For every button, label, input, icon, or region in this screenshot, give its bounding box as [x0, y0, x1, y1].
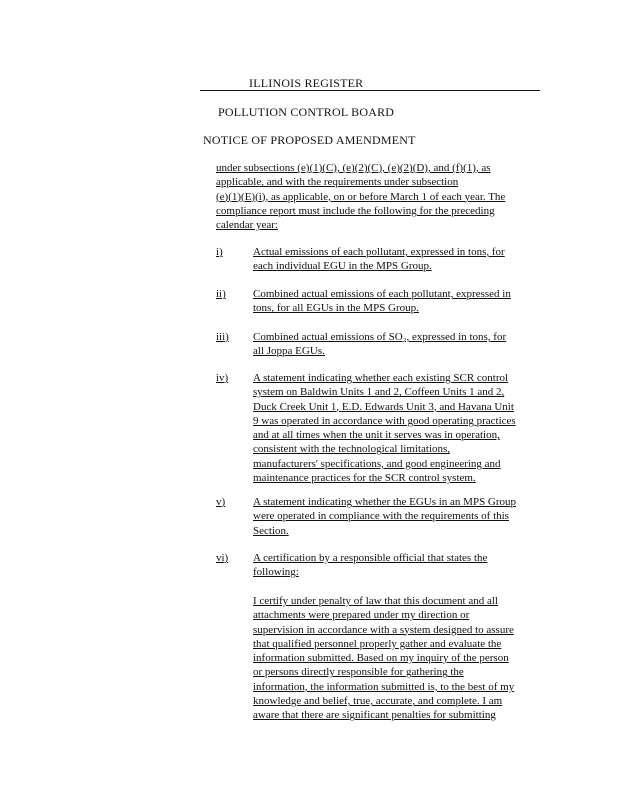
- item-line: Combined actual emissions of SO₂, expressed in tons, for: [253, 331, 507, 343]
- cert-line: supervision in accordance with a system designed to assure: [253, 623, 514, 636]
- item-line: Combined actual emissions of each pollutant, expressed in: [253, 288, 511, 300]
- cert-line: I certify under penalty of law that this document and all: [253, 595, 498, 607]
- cert-line: aware that there are significant penalties for submitting: [253, 709, 496, 722]
- item-line: consistent with the technological limitations,: [253, 443, 451, 456]
- item-line: tons, for all EGUs in the MPS Group.: [253, 302, 419, 315]
- cert-line: attachments were prepared under my direction or: [253, 609, 470, 622]
- item-line: system on Baldwin Units 1 and 2, Coffeen Units 1 and 2,: [253, 386, 505, 399]
- item-text: [253, 287, 511, 316]
- intro-line: under subsections (e)(1)(C), (e)(2)(C), (e)(2)(D), and (f)(1), as: [216, 162, 491, 174]
- item-number: iii): [216, 331, 229, 343]
- item-line: A statement indicating whether each existing SCR control: [253, 372, 509, 384]
- item-line: manufacturers' specifications, and good engineering and: [253, 457, 501, 470]
- intro-line: applicable, and with the requirements under subsection: [216, 176, 459, 189]
- item-text: [253, 551, 487, 580]
- item-line: following:: [253, 566, 299, 579]
- intro-line: calendar year:: [216, 219, 278, 232]
- item-text: [253, 330, 506, 359]
- item-line: A statement indicating whether the EGUs in an MPS Group: [253, 496, 517, 508]
- item-line: all Joppa EGUs.: [253, 345, 325, 358]
- item-line: Duck Creek Unit 1, E.D. Edwards Unit 3, and Havana Unit: [253, 400, 514, 413]
- item-number: iv): [216, 372, 229, 384]
- item-number: ii): [216, 288, 226, 300]
- intro-line: compliance report must include the following for the preceding: [216, 204, 495, 217]
- item-text: [253, 371, 516, 485]
- item-line: Section.: [253, 524, 289, 537]
- cert-line: or persons directly responsible for gathering the: [253, 666, 464, 679]
- item-number: i): [216, 246, 223, 258]
- cert-line: information submitted. Based on my inquiry of the person: [253, 652, 509, 665]
- register-title: ILLINOIS REGISTER: [249, 76, 364, 90]
- cert-line: knowledge and belief, true, accurate, and complete. I am: [253, 695, 503, 708]
- item-line: 9 was operated in accordance with good operating practices: [253, 414, 516, 427]
- item-number: vi): [216, 552, 229, 564]
- intro-line: (e)(1)(E)(i), as applicable, on or before March 1 of each year. The: [216, 190, 506, 203]
- item-line: and at all times when the unit it serves was in operation,: [253, 429, 500, 442]
- item-line: maintenance practices for the SCR control system.: [253, 472, 476, 485]
- item-number: v): [216, 496, 226, 508]
- item-text: [253, 245, 505, 274]
- header-rule: [200, 90, 540, 91]
- cert-line: that qualified personnel properly gather and evaluate the: [253, 637, 502, 650]
- notice-title: NOTICE OF PROPOSED AMENDMENT: [203, 133, 416, 147]
- board-title: POLLUTION CONTROL BOARD: [218, 105, 395, 119]
- item-line: each individual EGU in the MPS Group.: [253, 260, 432, 273]
- certification-paragraph: [253, 594, 514, 723]
- item-text: [253, 495, 516, 538]
- intro-paragraph: [216, 161, 505, 232]
- cert-line: information, the information submitted is, to the best of my: [253, 680, 515, 693]
- item-line: A certification by a responsible official that states the: [253, 552, 488, 564]
- item-line: were operated in compliance with the requirements of this: [253, 510, 509, 523]
- item-line: Actual emissions of each pollutant, expressed in tons, for: [253, 246, 505, 258]
